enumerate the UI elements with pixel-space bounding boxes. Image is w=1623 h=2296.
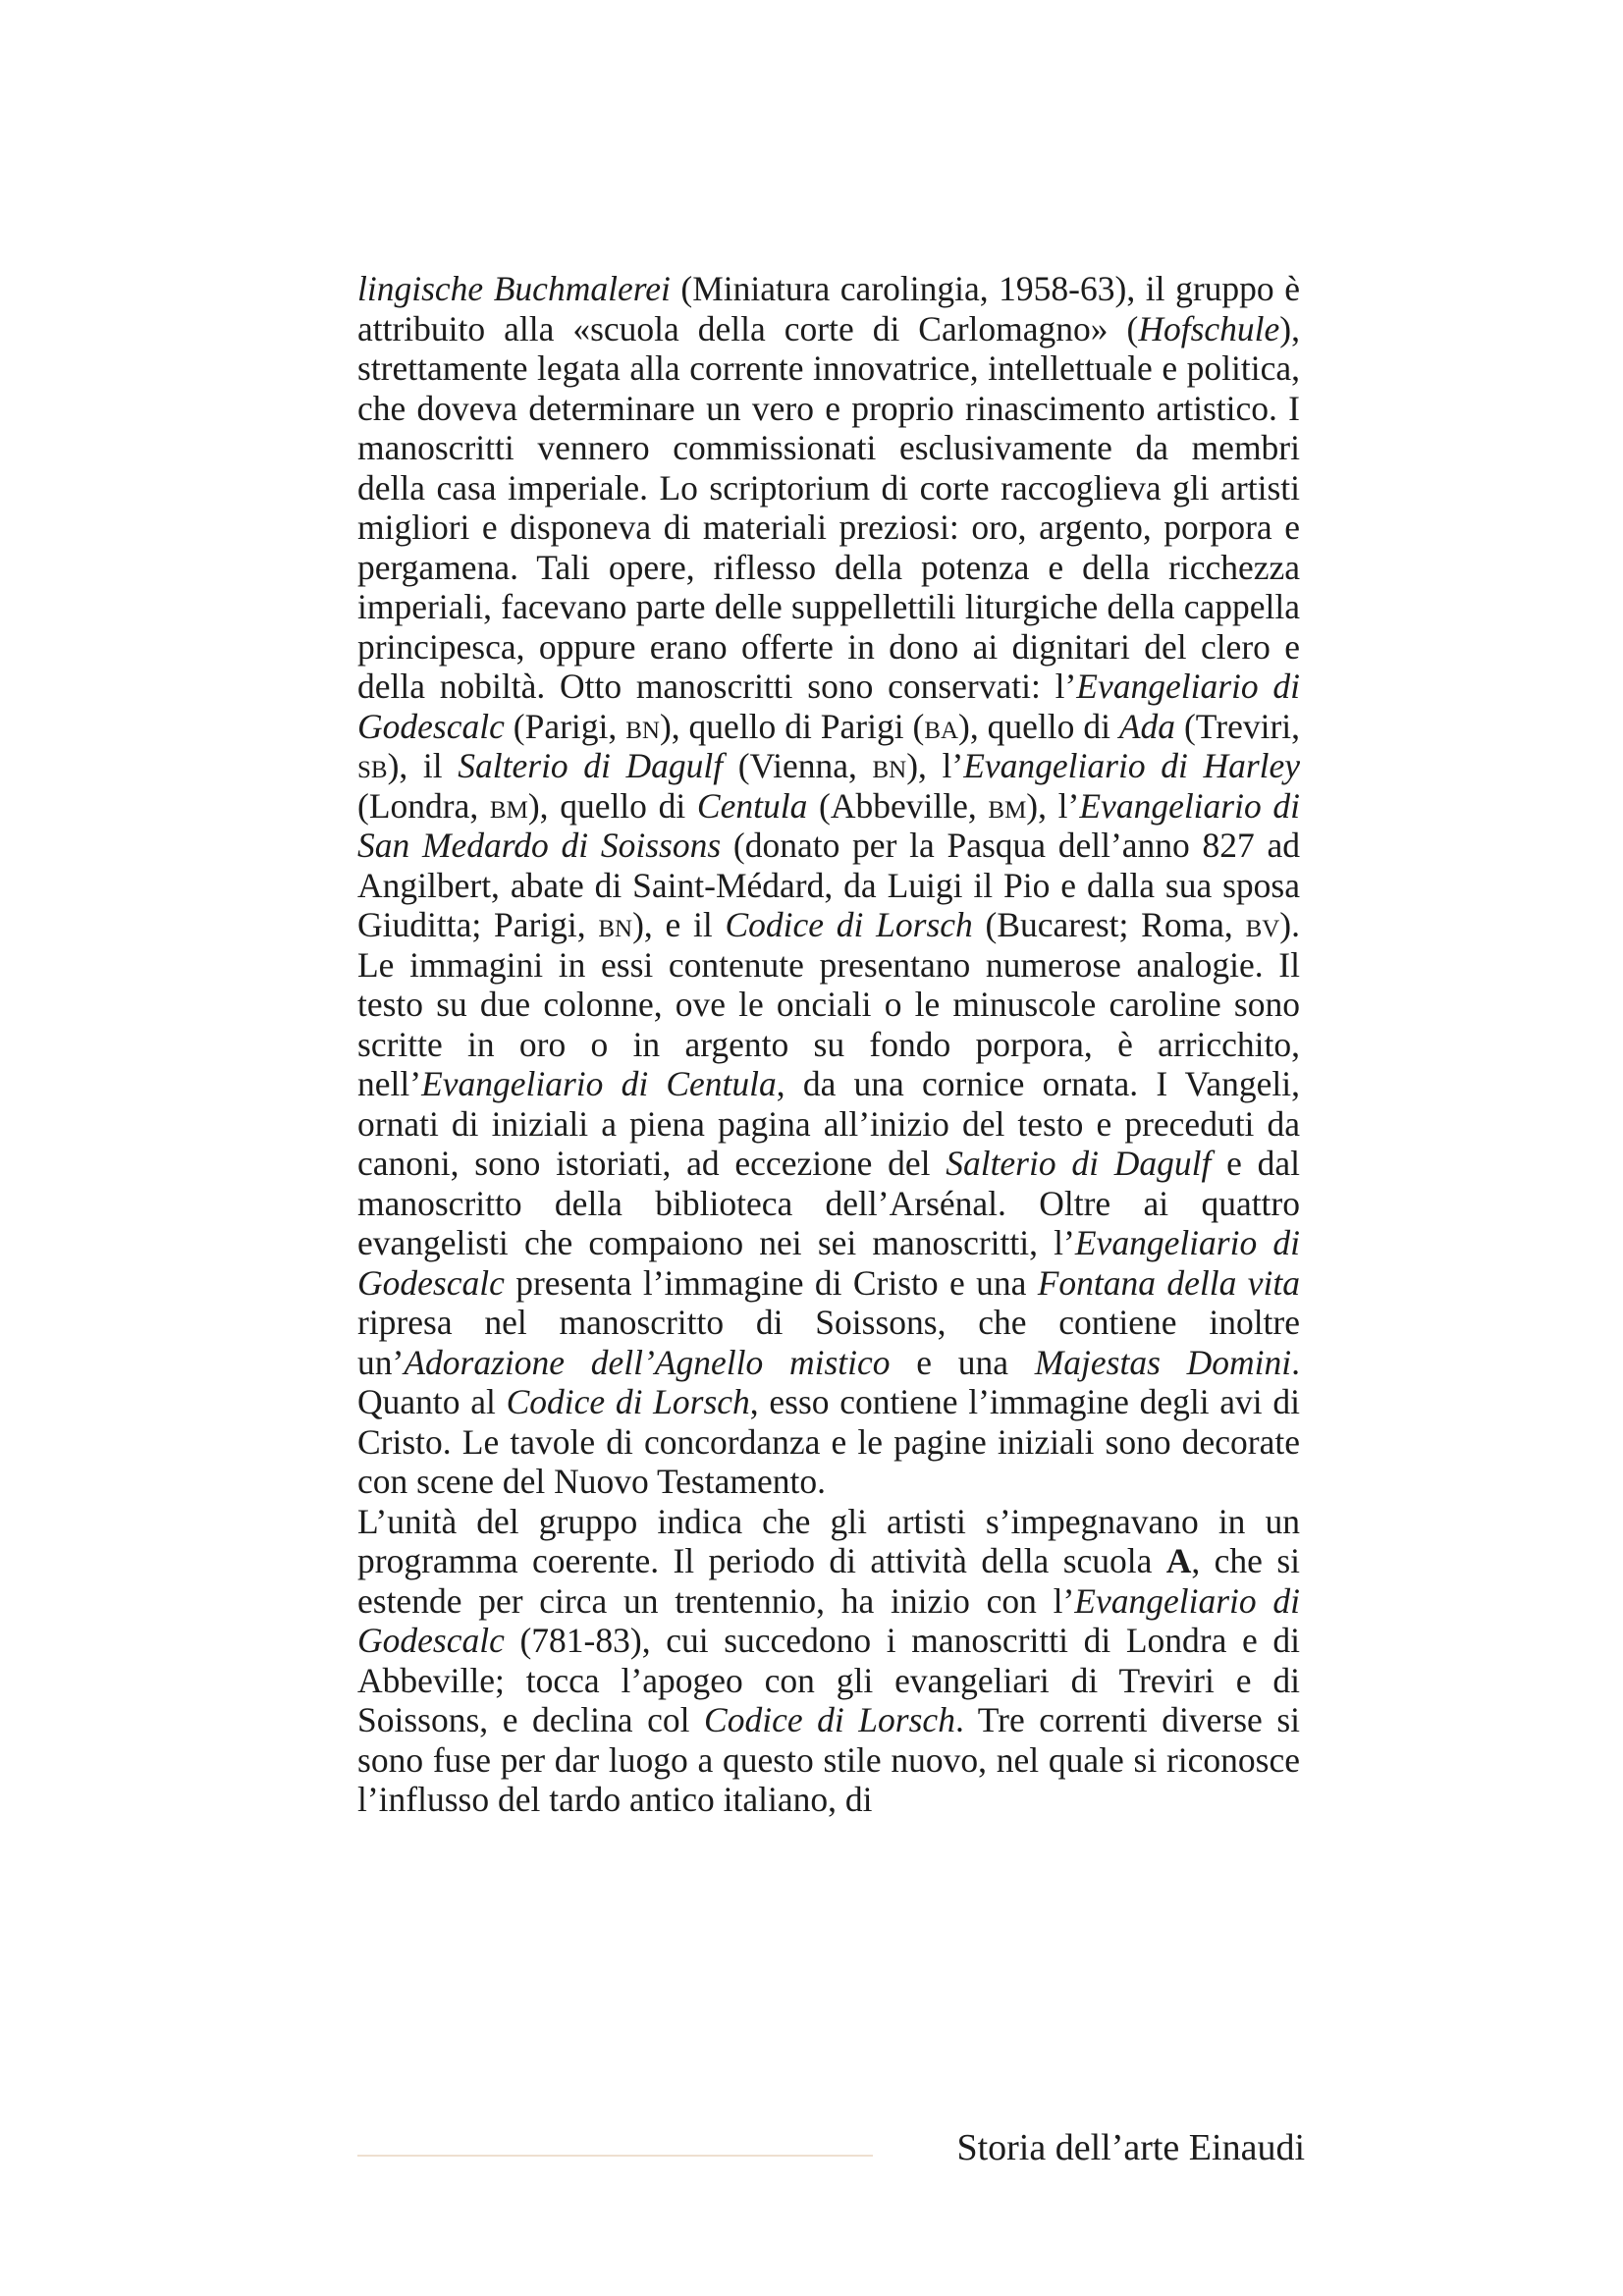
italic-title-codice-di-lorsch: Codice di Lorsch <box>506 1382 750 1421</box>
body-text-run: (Vienna, <box>723 746 873 785</box>
footer-publication-title: Storia dell’arte Einaudi <box>956 2127 1305 2168</box>
small-caps-abbreviation: bn <box>872 746 907 785</box>
italic-title-fontana-della-vita: Fontana della vita <box>1037 1262 1300 1303</box>
italic-title-ada: Ada <box>1118 706 1176 746</box>
body-text-run: (Treviri, <box>1175 706 1300 746</box>
body-text-run: ). Le immagini in essi contenute presentano numerose analogie. Il testo su due colonne, ove le onciali o le minuscole caroline sono scritte in oro o in argento su fondo porpora, è arricchito, nell’ <box>357 905 1300 1103</box>
body-text-run: presenta l’immagine di Cristo e una <box>504 1262 1038 1303</box>
small-caps-abbreviation: bm <box>988 785 1027 826</box>
body-text-run: (Bucarest; Roma, <box>972 905 1246 944</box>
body-text-run: , esso contiene l’immagine degli avi di Cristo. Le tavole di concordanza e le pagine iniziali sono decorate con scene del Nuovo Testamento. <box>357 1382 1300 1501</box>
body-text-run: ripresa nel manoscritto di Soissons, che contiene inoltre un’ <box>357 1303 1300 1382</box>
body-text-run: (Miniatura carolingia, 1958-63), il gruppo è attribuito alla «scuola della corte di Carlomagno» ( <box>357 269 1300 348</box>
body-text-run: ), quello di Parigi ( <box>659 706 925 746</box>
body-text-run: (Abbeville, <box>807 785 989 826</box>
body-text-run: (donato per la Pasqua dell’anno 827 ad Angilbert, abate di Saint-Médard, da Luigi il Pio e dalla sua sposa Giuditta; Parigi, <box>357 826 1301 944</box>
body-text-run: ), l’ <box>906 746 964 785</box>
small-caps-abbreviation: bn <box>625 706 660 746</box>
body-text-run: (Londra, <box>357 785 490 826</box>
italic-title-evangeliario-di-godescalc: Evangeliario di Godescalc <box>357 1580 1301 1660</box>
italic-title-evangeliario-di-godescalc: Evangeliario di Godescalc <box>357 667 1300 746</box>
small-caps-abbreviation: bm <box>489 785 528 826</box>
body-text-run: ), quello di <box>527 785 697 826</box>
article-body <box>357 269 1300 1820</box>
small-caps-abbreviation: bv <box>1245 905 1280 944</box>
body-text-run: . Tre correnti diverse si sono fuse per dar luogo a questo stile nuovo, nel quale si riconosce l’influsso del tardo antico italiano, di <box>357 1700 1300 1819</box>
italic-title-majestas-domini: Majestas Domini <box>1034 1342 1292 1382</box>
body-text-run: ), il <box>387 746 459 785</box>
body-text-run: e dal manoscritto della biblioteca dell’Arsénal. Oltre ai quattro evangelisti che compaiono nei sei manoscritti, l’ <box>357 1144 1300 1262</box>
italic-title-evangeliario-di-san-medardo: Evangeliario di San Medardo di Soissons <box>357 785 1301 865</box>
body-text-run: , che si estende per circa un trentennio, ha inizio con l’ <box>357 1541 1301 1621</box>
body-text-run: (Parigi, <box>504 706 626 746</box>
italic-title-centula: Centula <box>696 785 808 826</box>
italic-title-lingische-buchmalerei: lingische Buchmalerei <box>357 269 671 308</box>
italic-title-evangeliario-di-godescalc: Evangeliario di Godescalc <box>357 1223 1301 1303</box>
italic-title-salterio-di-dagulf: Salterio di Dagulf <box>458 746 724 785</box>
italic-title-codice-di-lorsch: Codice di Lorsch <box>704 1700 955 1739</box>
italic-title-adorazione-dell-agnello-mistico: Adorazione dell’Agnello mistico <box>404 1342 891 1382</box>
body-text-run: L’unità del gruppo indica che gli artisti s’impegnavano in un programma coerente. Il periodo di attività della scuola <box>357 1501 1300 1580</box>
body-text-run: ), e il <box>632 905 726 944</box>
small-caps-abbreviation: bn <box>598 905 633 944</box>
body-text-run: , da una cornice ornata. I Vangeli, ornati di iniziali a piena pagina all’inizio del testo e preceduti da canoni, sono istoriati, ad eccezione del <box>357 1064 1300 1183</box>
paragraph-2 <box>357 1502 1300 1820</box>
bold-entry-reference: A <box>1165 1541 1192 1580</box>
italic-term-hofschule: Hofschule <box>1138 308 1280 348</box>
italic-title-evangeliario-di-harley: Evangeliario di Harley <box>963 746 1301 785</box>
italic-title-codice-di-lorsch: Codice di Lorsch <box>725 905 973 944</box>
small-caps-abbreviation: ba <box>924 706 959 746</box>
body-text-run: ), strettamente legata alla corrente innovatrice, intellettuale e politica, che doveva determinare un vero e proprio rinascimento artistico. I manoscritti vennero commissionati esclusivamente da membri della casa imperiale. Lo scriptorium di corte raccoglieva gli artisti migliori e disponeva di materiali preziosi: oro, argento, porpora e pergamena. Tali opere, riflesso della potenza e della ricchezza imperiali, facevano parte delle suppellettili liturgiche della cappella principesca, oppure erano offerte in dono ai dignitari del clero e della nobiltà. Otto manoscritti sono conservati: l’ <box>357 308 1300 706</box>
paragraph-1 <box>357 269 1300 1502</box>
small-caps-abbreviation: sb <box>357 746 388 785</box>
body-text-run: ), quello di <box>958 706 1119 746</box>
body-text-run: e una <box>890 1342 1035 1382</box>
italic-title-salterio-di-dagulf: Salterio di Dagulf <box>946 1144 1212 1183</box>
italic-title-evangeliario-di-centula: Evangeliario di Centula <box>421 1064 777 1103</box>
body-text-run: ), l’ <box>1026 785 1080 826</box>
body-text-run: (781-83), cui succedono i manoscritti di Londra e di Abbeville; tocca l’apogeo con gli evangeliari di Treviri e di Soissons, e declina col <box>357 1621 1300 1739</box>
footer-divider <box>357 2155 873 2157</box>
body-text-run: . Quanto al <box>357 1342 1300 1421</box>
